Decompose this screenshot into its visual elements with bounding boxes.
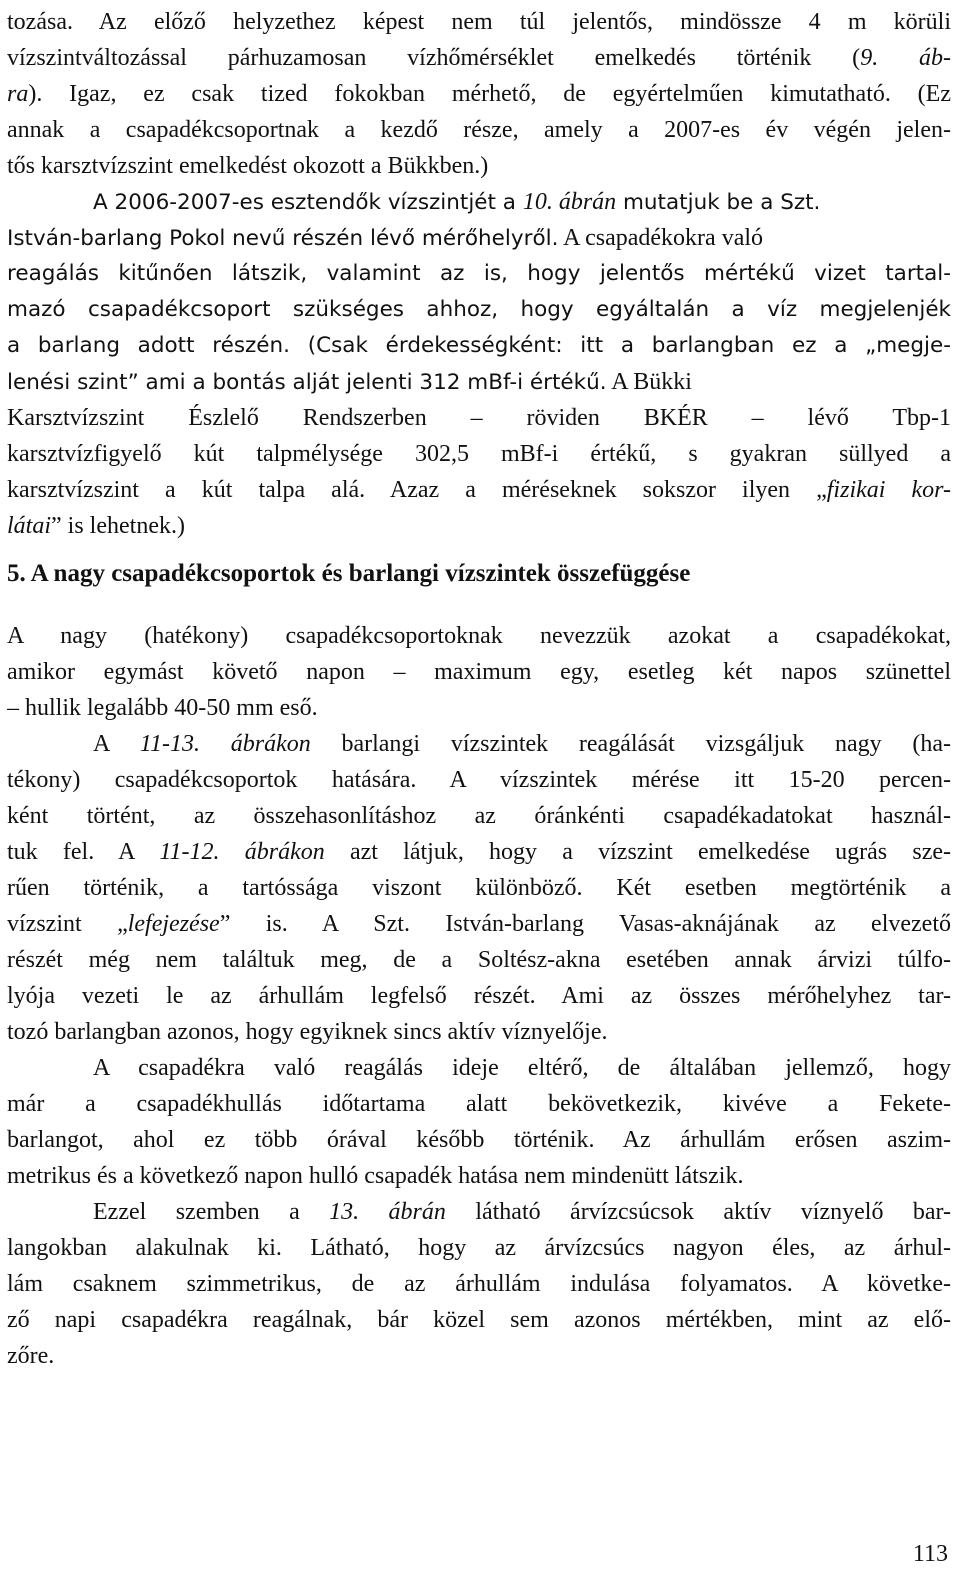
text-line	[7, 762, 951, 798]
text-line	[7, 256, 951, 292]
text-run: István-barlang Pokol nevű részén lévő mérőhelyről.	[7, 226, 559, 251]
text-line	[7, 1086, 951, 1122]
text-line	[7, 76, 951, 112]
text-line	[7, 978, 951, 1014]
text-line	[7, 726, 951, 762]
text-run: karsztvízfigyelő kút talpmélysége 302,5 mBf-i értékű, s gyakran süllyed a	[7, 441, 951, 467]
text-run: lyója vezeti le az árhullám legfelső részét. Ami az összes mérőhelyhez tar-	[7, 983, 951, 1009]
text-line	[7, 508, 951, 544]
text-run: ző napi csapadékra reagálnak, bár közel sem azonos mértékben, mint az elő-	[7, 1307, 951, 1333]
text-run: látható árvízcsúcsok aktív víznyelő bar-	[445, 1199, 951, 1225]
text-run: a barlang adott részén. (Csak érdekességként: itt a barlangban ez a „megje-	[7, 333, 951, 358]
text-line	[7, 436, 951, 472]
text-run: tős karsztvízszint emelkedést okozott a Bükkben.)	[7, 153, 489, 179]
text-run: lám csaknem szimmetrikus, de az árhullám indulása folyamatos. A követke-	[7, 1271, 951, 1297]
text-run: amikor egymást követő napon – maximum egy, esetleg két napos szünettel	[7, 659, 951, 685]
text-run: tozó barlangban azonos, hogy egyiknek sincs aktív víznyelője.	[7, 1019, 608, 1045]
text-run: barlangi vízszintek reagálását vizsgáljuk nagy (ha-	[310, 731, 951, 757]
figure-reference: 9. áb-	[860, 45, 951, 71]
text-line	[7, 1338, 951, 1374]
emphasis: fizikai kor-	[826, 477, 951, 503]
text-line	[7, 328, 951, 364]
text-line	[7, 834, 951, 870]
text-line	[7, 654, 951, 690]
emphasis: lefejezése	[127, 911, 220, 937]
text-run: A Bükki	[606, 369, 692, 395]
text-run: langokban alakulnak ki. Látható, hogy az árvízcsúcs nagyon éles, az árhul-	[7, 1235, 951, 1261]
text-run: reagálás kitűnően látszik, valamint az is, hogy jelentős mértékű vizet tartal-	[7, 261, 951, 286]
text-run: ” is lehetnek.)	[51, 513, 185, 539]
figure-reference: 11-13. ábrákon	[139, 731, 311, 757]
document-page	[7, 4, 951, 1374]
text-run: Karsztvízszint Észlelő Rendszerben – röviden BKÉR – lévő Tbp-1	[7, 405, 951, 431]
text-run: rűen történik, a tartóssága viszont különböző. Két esetben megtörténik a	[7, 875, 951, 901]
paragraph-1	[7, 4, 951, 184]
text-run: vízszintváltozással párhuzamosan vízhőmérséklet emelkedés történik (	[7, 45, 861, 71]
text-run: Ezzel szemben a	[93, 1199, 330, 1225]
text-run: ). Igaz, ez csak tized fokokban mérhető, de egyértelműen kimutatható. (Ez	[28, 81, 951, 107]
text-run: A 2006-2007-es esztendők vízszintjét a	[93, 190, 523, 215]
text-line	[7, 40, 951, 76]
paragraph-2	[7, 184, 951, 544]
text-run: zőre.	[7, 1343, 55, 1369]
text-run: A csapadékra való reagálás ideje eltérő, de általában jellemző, hogy	[93, 1055, 951, 1081]
text-line	[7, 1194, 951, 1230]
paragraph-3	[7, 618, 951, 726]
section-heading: 5. A nagy csapadékcsoportok és barlangi vízszintek összefüggése	[7, 560, 691, 587]
text-line	[7, 184, 951, 220]
text-run: mutatjuk be a Szt.	[616, 190, 821, 215]
text-line	[7, 690, 951, 726]
text-line	[7, 220, 951, 256]
text-run: metrikus és a következő napon hulló csapadék hatása nem mindenütt látszik.	[7, 1163, 744, 1189]
text-line	[7, 292, 951, 328]
text-line	[7, 1266, 951, 1302]
text-run: tuk fel. A	[7, 839, 160, 865]
text-run: – hullik legalább 40-50 mm eső.	[7, 695, 318, 721]
text-line	[7, 4, 951, 40]
text-line	[7, 1014, 951, 1050]
text-run: már a csapadékhullás időtartama alatt bekövetkezik, kivéve a Fekete-	[7, 1091, 951, 1117]
figure-reference: 13. ábrán	[329, 1199, 446, 1225]
text-line	[7, 112, 951, 148]
text-line	[7, 1302, 951, 1338]
text-run: lenési szint” ami a bontás alját jelenti 312 mBf-i értékű.	[7, 370, 607, 395]
text-line	[7, 364, 951, 400]
text-run: ként történt, az összehasonlításhoz az óránkénti csapadékadatokat használ-	[7, 803, 951, 829]
text-run: A	[93, 731, 140, 757]
text-line	[7, 1158, 951, 1194]
figure-reference: 10. ábrán	[522, 189, 617, 215]
paragraph-5	[7, 1050, 951, 1194]
text-run: barlangot, ahol ez több órával később történik. Az árhullám erősen aszim-	[7, 1127, 951, 1153]
text-line	[7, 472, 951, 508]
text-run: mazó csapadékcsoport szükséges ahhoz, hogy egyáltalán a víz megjelenjék	[7, 297, 951, 322]
text-run: részét még nem találtuk meg, de a Soltész-akna esetében annak árvizi túlfo-	[7, 947, 951, 973]
text-line	[7, 400, 951, 436]
text-line	[7, 148, 951, 184]
text-line	[7, 798, 951, 834]
paragraph-4	[7, 726, 951, 1050]
figure-reference: 11-12. ábrákon	[159, 839, 325, 865]
paragraph-6	[7, 1194, 951, 1374]
text-line	[7, 870, 951, 906]
text-run: karsztvízszint a kút talpa alá. Azaz a méréseknek sokszor ilyen „	[7, 477, 827, 503]
text-line	[7, 942, 951, 978]
text-line	[7, 1230, 951, 1266]
text-line	[7, 906, 951, 942]
text-run: ” is. A Szt. István-barlang Vasas-aknájának az elvezető	[219, 911, 951, 937]
text-run: A nagy (hatékony) csapadékcsoportoknak nevezzük azokat a csapadékokat,	[7, 623, 951, 649]
text-run: tékony) csapadékcsoportok hatására. A vízszintek mérése itt 15-20 percen-	[7, 767, 951, 793]
text-run: azt látjuk, hogy a vízszint emelkedése ugrás sze-	[324, 839, 951, 865]
text-line	[7, 618, 951, 654]
page-number: 113	[912, 1541, 948, 1567]
text-line	[7, 1122, 951, 1158]
text-line	[7, 1050, 951, 1086]
text-run: tozása. Az előző helyzethez képest nem túl jelentős, mindössze 4 m körüli	[7, 9, 951, 35]
emphasis: látai	[7, 513, 52, 539]
figure-reference: ra	[7, 81, 29, 107]
text-run: vízszint „	[7, 911, 128, 937]
text-run: A csapadékokra való	[558, 225, 764, 251]
text-run: annak a csapadékcsoportnak a kezdő része, amely a 2007-es év végén jelen-	[7, 117, 951, 143]
